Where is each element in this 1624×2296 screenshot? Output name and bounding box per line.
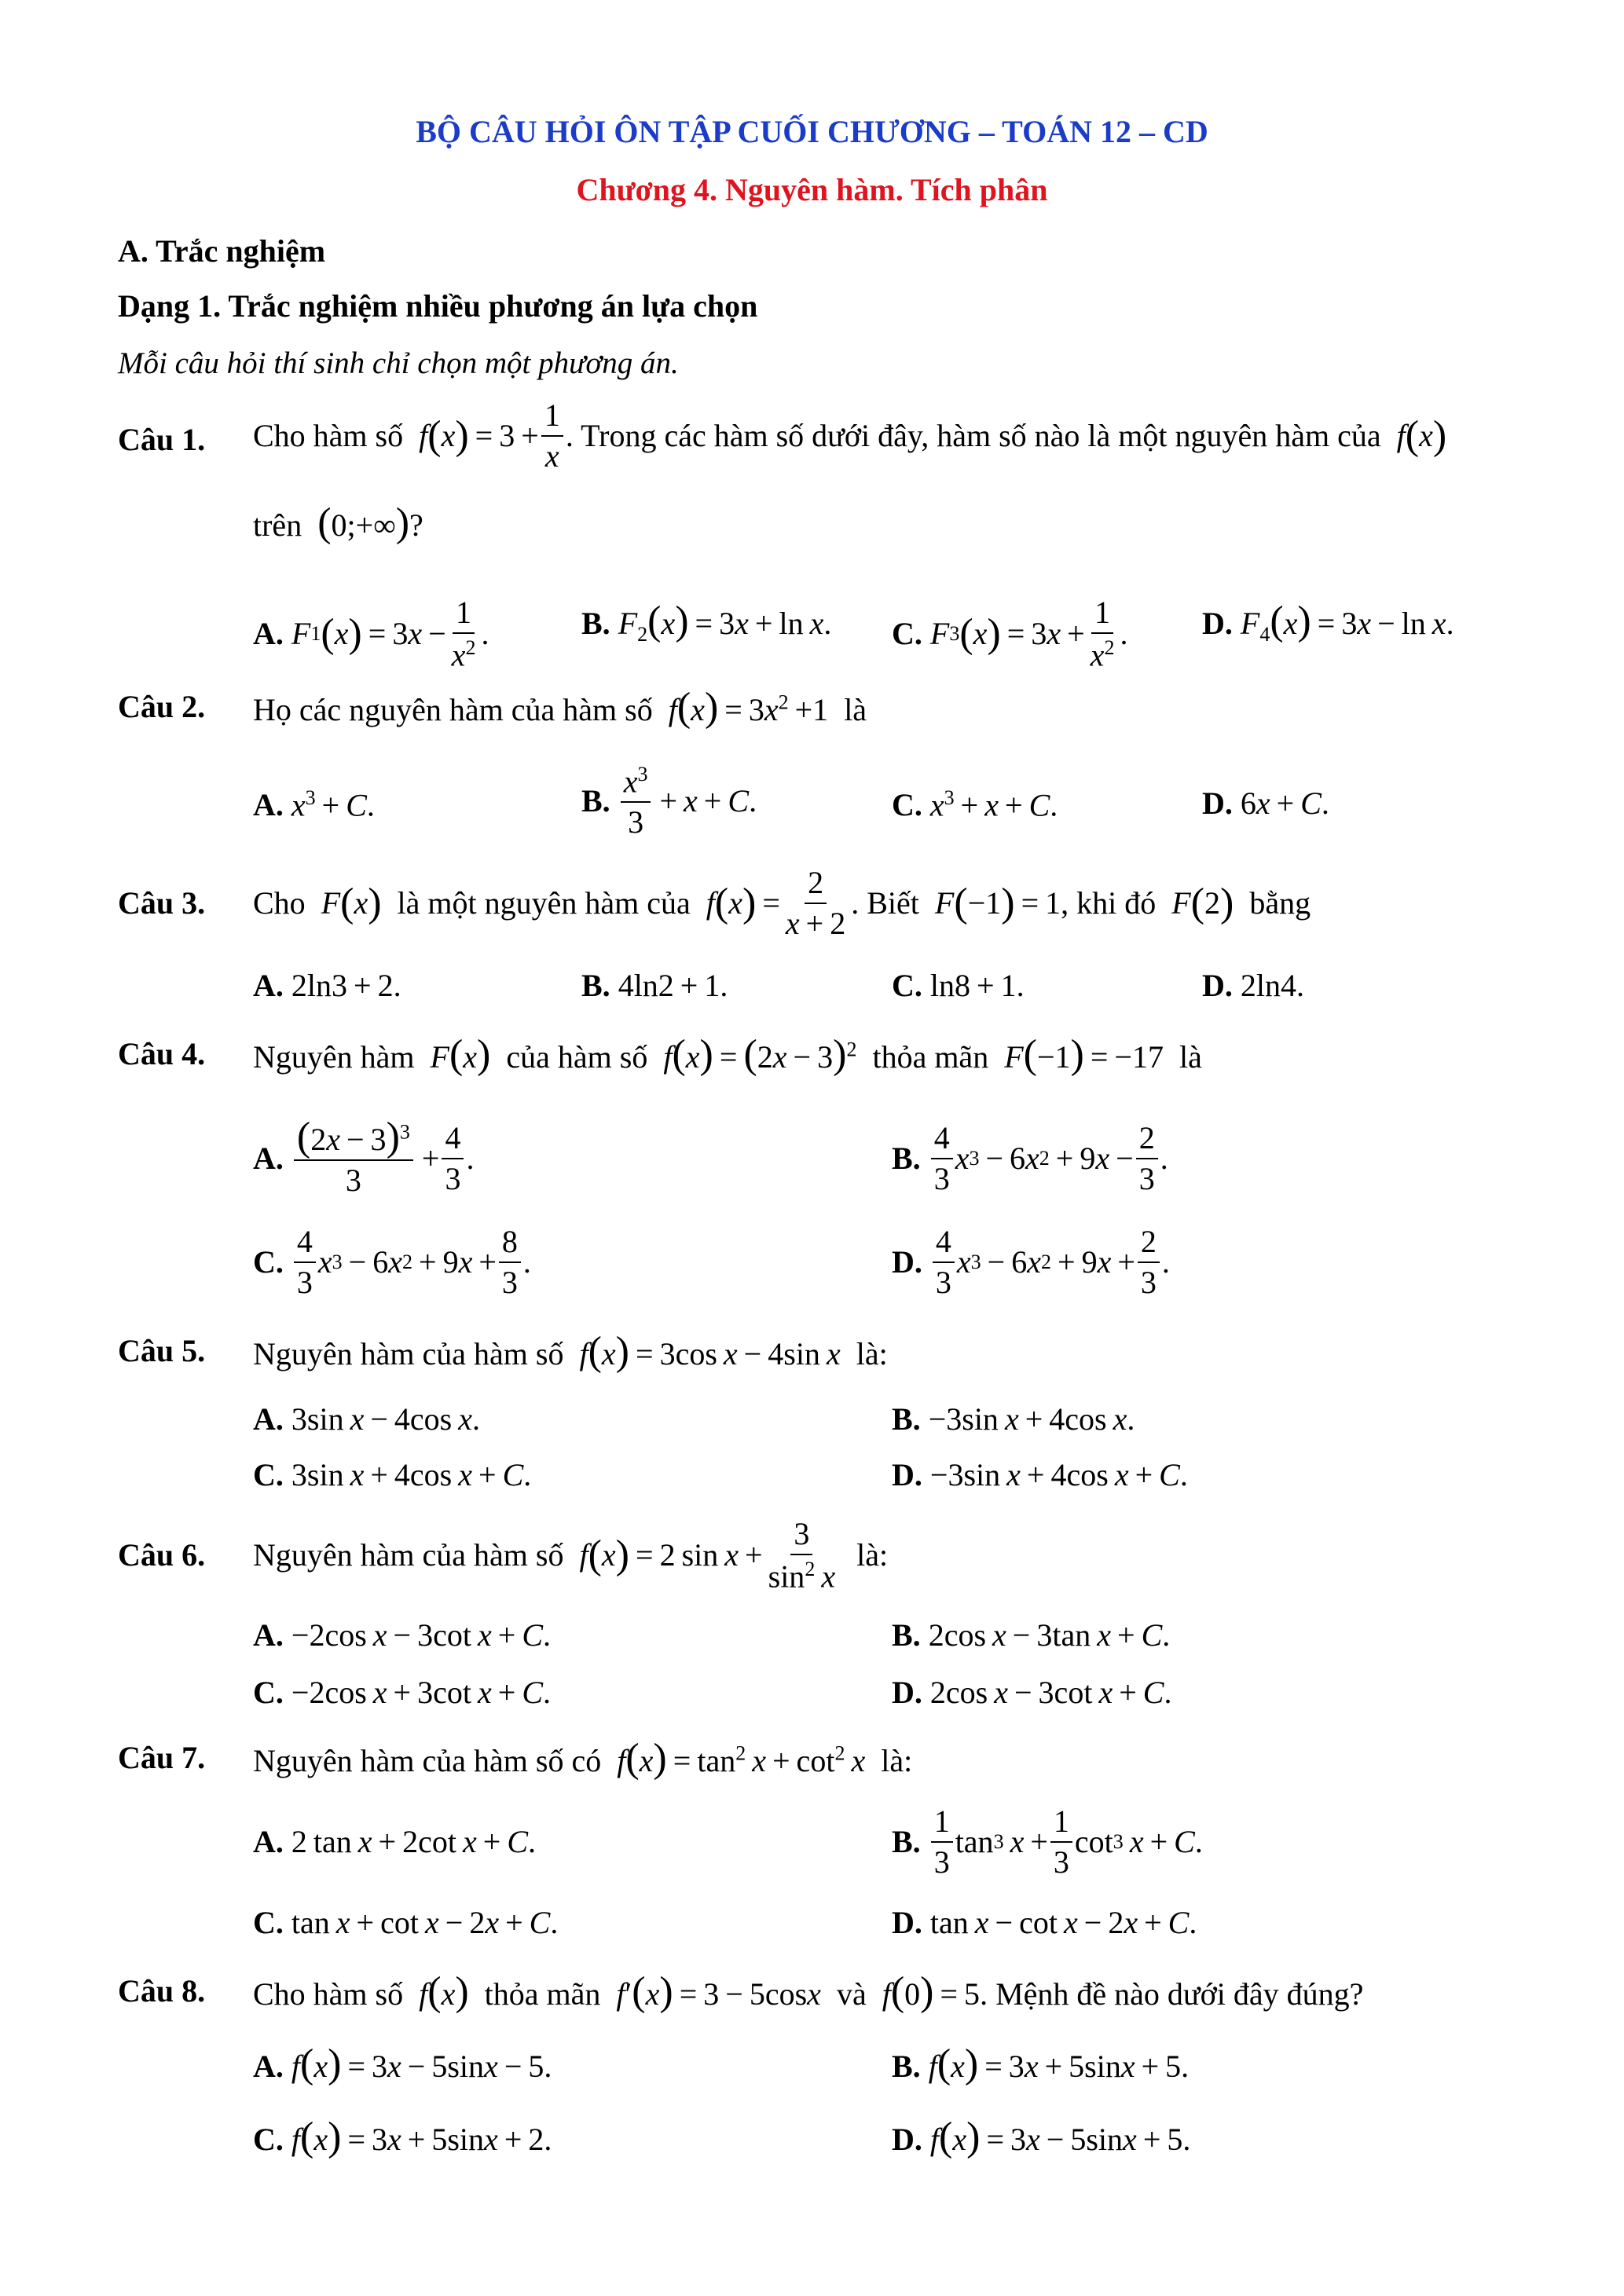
option-b[interactable]: B. f(x) = 3x + 5sinx + 5. — [892, 2041, 1190, 2086]
option-d[interactable]: D. 2cos x − 3cot x + C. — [892, 1675, 1172, 1710]
question-text: Nguyên hàm F(x) của hàm số $f(x) = (2x - 3)^2$ thỏa mãn F(−1) = −17 là — [253, 1032, 1202, 1077]
question-number: Câu 1. — [118, 422, 206, 457]
section-subheading: Dạng 1. Trắc nghiệm nhiều phương án lựa chọn — [118, 288, 758, 324]
option-c[interactable]: C. 3sin x + 4cos x + C. — [253, 1457, 532, 1492]
question-text: Nguyên hàm của hàm số f(x) = 3cos x − 4sin x là: — [253, 1329, 888, 1374]
option-a[interactable]: A. $\frac{(2x - 3)^3}{3}$ + $\frac{4}{3}$ . — [253, 1115, 475, 1198]
option-a[interactable]: A. 3sin x − 4cos x. — [253, 1401, 481, 1437]
option-d[interactable]: D. tan x − cot x − 2x + C. — [892, 1905, 1197, 1940]
chapter-title: Chương 4. Nguyên hàm. Tích phân — [576, 172, 1048, 207]
option-b[interactable]: B. $\frac{x^3}{3}$ + x + C . — [581, 762, 757, 840]
option-d[interactable]: D. f(x) = 3x − 5sinx + 5. — [892, 2115, 1191, 2159]
option-b[interactable]: B. $\frac{4}{3}$ x 3 − 6 x 2 + 9 x − $\frac{2}{3}$ . — [892, 1120, 1168, 1196]
question-text: Cho hàm số f(x) thỏa mãn f′(x) = 3 − 5cosx và f(0) = 5. Mệnh đề nào dưới đây đúng? — [253, 1969, 1364, 2014]
question-number: Câu 7. — [118, 1740, 206, 1775]
option-c[interactable]: C. ln8 + 1. — [892, 968, 1025, 1003]
option-c[interactable]: C. tan x + cot x − 2x + C. — [253, 1905, 559, 1940]
option-d[interactable]: D. 6x + C. — [1202, 785, 1329, 821]
option-d[interactable]: D. −3sin x + 4cos x + C. — [892, 1457, 1188, 1492]
option-a[interactable]: A. 2 tan x + 2cot x + C. — [253, 1824, 537, 1859]
question-number: Câu 2. — [118, 689, 206, 724]
option-c[interactable]: C. −2cos x + 3cot x + C. — [253, 1675, 552, 1710]
option-c[interactable]: C. $x^3 + x + C$. — [892, 786, 1058, 823]
option-a[interactable]: A. 2ln3 + 2. — [253, 968, 401, 1003]
option-b[interactable]: B. −3sin x + 4cos x. — [892, 1401, 1135, 1437]
option-a[interactable]: A. $x^3 + C$. — [253, 786, 375, 823]
question-text: Cho F ( x ) là một nguyên hàm của f ( x ) = $\frac{2}{x + 2}$ . Biết F ( −1 ) = 1 , khi đó F ( 2 ) bằng — [253, 865, 1311, 941]
question-number: Câu 6. — [118, 1537, 206, 1573]
question-number: Câu 3. — [118, 885, 206, 921]
option-b[interactable]: B. 2cos x − 3tan x + C. — [892, 1617, 1171, 1653]
question-text: Nguyên hàm của hàm số có $f(x) = \tan^2 x + \cot^2 x$ là: — [253, 1736, 913, 1781]
question-text: Nguyên hàm của hàm số f ( x ) = 2 sin x + $\frac{3}{\sin^2 x}$ là: — [253, 1515, 889, 1595]
option-b[interactable]: B. $F_2(x) = 3x + \ln x$. — [581, 599, 832, 646]
option-a[interactable]: A. F 1 ( x ) = 3 x − $\frac{1}{x^2}$ . — [253, 595, 489, 673]
question-number: Câu 4. — [118, 1036, 206, 1071]
question-text: Họ các nguyên hàm của hàm số $f(x) = 3x^2 +1$ là — [253, 685, 867, 730]
option-a[interactable]: A. f(x) = 3x − 5sinx − 5. — [253, 2041, 552, 2086]
option-b[interactable]: B. $\frac{1}{3}$ tan 3 x + $\frac{1}{3}$ cot 3 x + C . — [892, 1803, 1203, 1880]
question-number: Câu 5. — [118, 1333, 206, 1368]
question-text-cont: trên (0;+∞)? — [253, 500, 423, 545]
option-c[interactable]: C. $\frac{4}{3}$ x 3 − 6 x 2 + 9 x + $\frac{8}{3}$ . — [253, 1224, 531, 1300]
instruction-text: Mỗi câu hỏi thí sinh chỉ chọn một phương án. — [118, 346, 679, 380]
section-heading: A. Trắc nghiệm — [118, 233, 326, 269]
option-b[interactable]: B. 4ln2 + 1. — [581, 968, 728, 1003]
document-title: BỘ CÂU HỎI ÔN TẬP CUỐI CHƯƠNG – TOÁN 12 – CD — [416, 114, 1208, 149]
option-c[interactable]: C. F 3 ( x ) = 3 x + $\frac{1}{x^2}$ . — [892, 595, 1128, 673]
option-d[interactable]: D. 2ln4. — [1202, 968, 1305, 1003]
option-d[interactable]: D. $F_4(x) = 3x - \ln x$. — [1202, 599, 1454, 646]
question-number: Câu 8. — [118, 1973, 206, 2009]
option-c[interactable]: C. f(x) = 3x + 5sinx + 2. — [253, 2115, 552, 2159]
option-a[interactable]: A. −2cos x − 3cot x + C. — [253, 1617, 552, 1653]
question-text: Cho hàm số f ( x ) = 3 + $\frac{1}{x}$ . Trong các hàm số dưới đây, hàm số nào là một nguyên hàm của f ( x ) — [253, 397, 1447, 474]
option-d[interactable]: D. $\frac{4}{3}$ x 3 − 6 x 2 + 9 x + $\frac{2}{3}$ . — [892, 1224, 1170, 1300]
